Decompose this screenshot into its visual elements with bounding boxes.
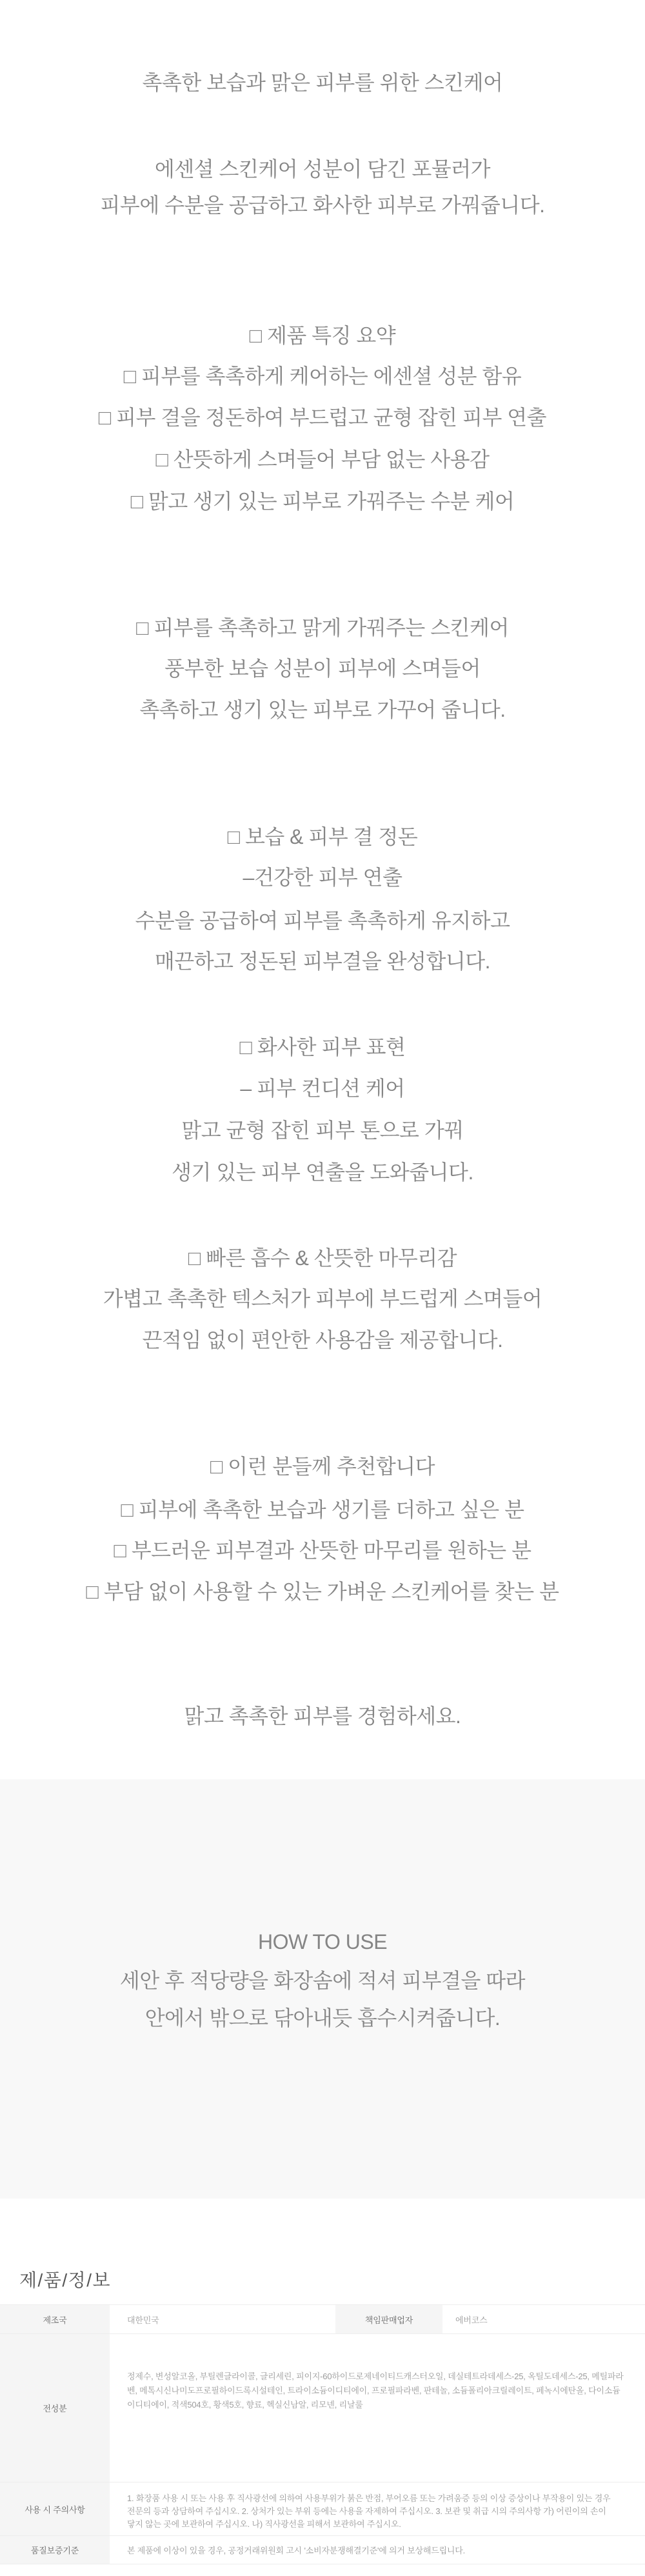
how-to-use-line: 안에서 밖으로 닦아내듯 흡수시켜줍니다. xyxy=(144,2006,501,2030)
seller-label: 책임판매업자 xyxy=(335,2305,442,2333)
table-row-origin-seller xyxy=(0,2305,645,2334)
recommend-item: □ 피부에 촉촉한 보습과 생기를 더하고 싶은 분 xyxy=(121,1498,524,1521)
caution-label: 사용 시 주의사항 xyxy=(0,2482,110,2535)
feature-item: □ 산뜻하게 스며들어 부담 없는 사용감 xyxy=(155,448,490,471)
closing-line: 맑고 촉촉한 피부를 경험하세요. xyxy=(184,1704,461,1728)
benefit2-line: –건강한 피부 연출 xyxy=(243,866,402,889)
seller-value: 에버코스 xyxy=(455,2315,488,2325)
origin-label: 제조국 xyxy=(0,2305,110,2333)
benefit4-line: 가볍고 촉촉한 텍스처가 피부에 부드럽게 스며들어 xyxy=(103,1287,542,1310)
feature-item: □ 피부를 촉촉하게 케어하는 에센셜 성분 함유 xyxy=(123,364,522,388)
headline: 촉촉한 보습과 맑은 피부를 위한 스킨케어 xyxy=(142,71,503,94)
table-row-caution xyxy=(0,2482,645,2536)
ingredients-value: 정제수, 변성알코올, 부틸렌글라이콜, 글리세린, 피이지-60하이드로제네이티드캐스터오일, 데실테트라데세스-25, 옥틸도데세스-25, 메틸파라벤, 메톡시신나미도프로필하이드록시설테인, 트라이소듐이디티에이, 프로필파라벤, 판테놀, 소듐폴리아크릴레이트, 페녹시에탄올, 다이소듐이디티에이, 적색504호, 황색5호, 향료, 헥실신남알, 리모넨, 리날룰 xyxy=(127,2371,624,2410)
recommend-item: □ 부드러운 피부결과 산뜻한 마무리를 원하는 분 xyxy=(114,1539,531,1562)
table-row-warranty xyxy=(0,2536,645,2564)
benefit2-line: 수분을 공급하여 피부를 촉촉하게 유지하고 xyxy=(135,909,510,932)
how-to-use-title: HOW TO USE xyxy=(257,1930,388,1953)
benefit4-line: 끈적임 없이 편안한 사용감을 제공합니다. xyxy=(142,1328,503,1352)
benefit3-line: – 피부 컨디션 케어 xyxy=(240,1077,405,1100)
product-info-table xyxy=(0,2304,645,2564)
caution-value: 1. 화장품 사용 시 또는 사용 후 직사광선에 의하여 사용부위가 붉은 반점, 부어오름 또는 가려움증 등의 이상 증상이나 부작용이 있는 경우 전문의 등과 상담하여 주십시오. 2. 상처가 있는 부위 등에는 사용을 자제하여 주십시오. 3. 보관 및 취급 시의 주의사항 가) 어린이의 손이 닿지 않는 곳에 보관하여 주십시오. 나) 직사광선을 피해서 보관하여 주십시오. xyxy=(127,2493,611,2529)
warranty-value: 본 제품에 이상이 있을 경우, 공정거래위원회 고시 '소비자분쟁해결기준'에 의거 보상해드립니다. xyxy=(127,2546,466,2555)
benefit4-line: □ 빠른 흡수 & 산뜻한 마무리감 xyxy=(188,1246,457,1270)
recommend-item: □ 부담 없이 사용할 수 있는 가벼운 스킨케어를 찾는 분 xyxy=(86,1580,559,1603)
warranty-label: 품질보증기준 xyxy=(0,2536,110,2564)
benefit1-line: □ 피부를 촉촉하고 맑게 가꿔주는 스킨케어 xyxy=(136,616,509,639)
product-info-title: 제/품/정/보 xyxy=(19,2270,112,2290)
benefit1-line: 풍부한 보습 성분이 피부에 스며들어 xyxy=(164,657,481,680)
intro-line: 피부에 수분을 공급하고 화사한 피부로 가꿔줍니다. xyxy=(100,194,545,217)
how-to-use-line: 세안 후 적당량을 화장솜에 적셔 피부결을 따라 xyxy=(119,1969,526,1992)
benefit3-line: 생기 있는 피부 연출을 도와줍니다. xyxy=(172,1161,473,1184)
ingredients-label: 전성분 xyxy=(0,2334,110,2482)
feature-item: □ 맑고 생기 있는 피부로 가꿔주는 수분 케어 xyxy=(130,490,515,513)
features-title: □ 제품 특징 요약 xyxy=(249,324,396,347)
benefit3-line: 맑고 균형 잡힌 피부 톤으로 가꿔 xyxy=(181,1119,464,1142)
benefit2-line: 매끈하고 정돈된 피부결을 완성합니다. xyxy=(154,950,491,973)
benefit1-line: 촉촉하고 생기 있는 피부로 가꾸어 줍니다. xyxy=(139,698,506,721)
table-row-ingredients xyxy=(0,2334,645,2482)
intro-line: 에센셜 스킨케어 성분이 담긴 포뮬러가 xyxy=(154,157,491,181)
recommend-title: □ 이런 분들께 추천합니다 xyxy=(210,1455,435,1478)
benefit3-line: □ 화사한 피부 표현 xyxy=(239,1035,406,1059)
feature-item: □ 피부 결을 정돈하여 부드럽고 균형 잡힌 피부 연출 xyxy=(98,406,547,429)
benefit2-line: □ 보습 & 피부 결 정돈 xyxy=(227,825,418,848)
origin-value: 대한민국 xyxy=(127,2315,159,2325)
